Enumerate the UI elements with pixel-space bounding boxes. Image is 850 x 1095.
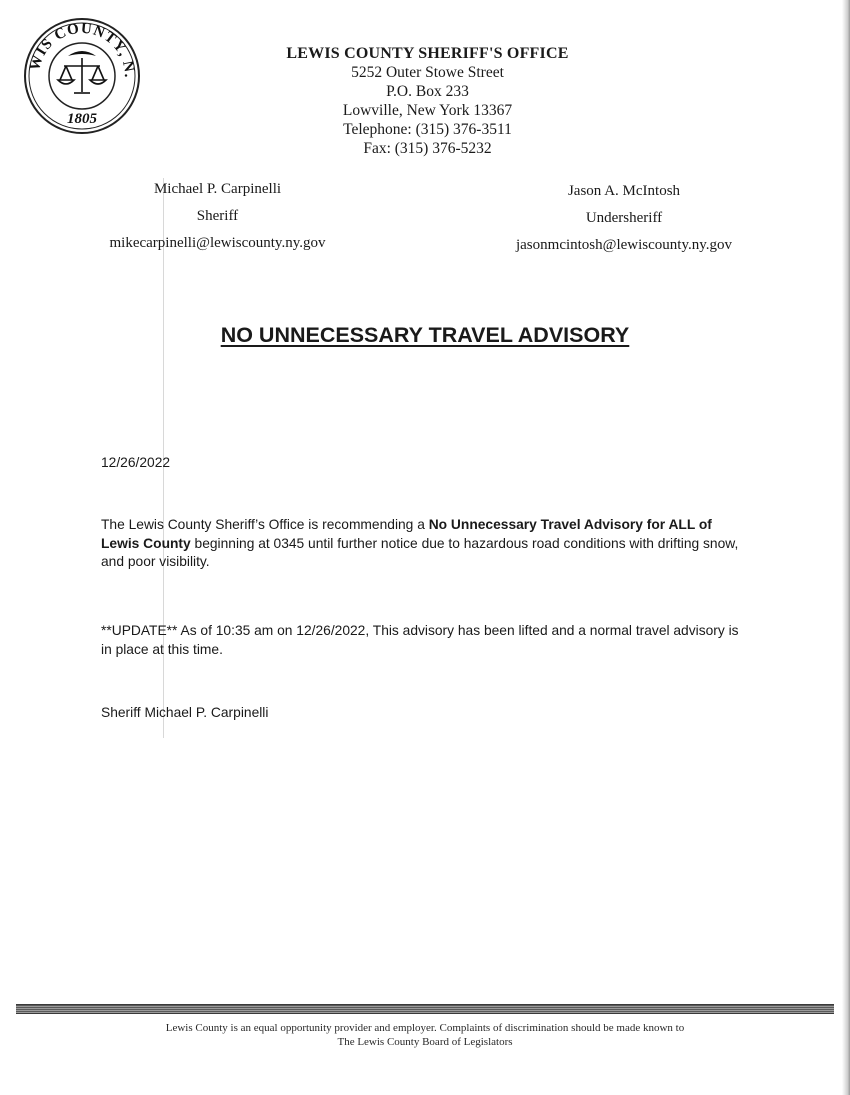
fax: Fax: (315) 376-5232 bbox=[363, 140, 492, 157]
footer-line-1: Lewis County is an equal opportunity provider and employer. Complaints of discrimination should be made known to bbox=[165, 1022, 685, 1034]
footer-notice bbox=[100, 1021, 750, 1049]
svg-text:LEWIS COUNTY, N.Y.: WIS COUNTY, N. bbox=[27, 20, 138, 79]
telephone: Telephone: (315) 376-3511 bbox=[343, 121, 512, 138]
scan-page-edge bbox=[842, 0, 850, 1095]
letterhead-address bbox=[250, 44, 605, 158]
advisory-text-bold: No Unnecessary Travel Advisory for ALL of Lewis County bbox=[101, 517, 712, 551]
street-address: 5252 Outer Stowe Street bbox=[351, 64, 504, 81]
advisory-text-start: The Lewis County Sheriff’s Office is recommending a bbox=[101, 517, 429, 532]
advisory-text-end: beginning at 0345 until further notice due to hazardous road conditions with drifting snow, and poor visibility. bbox=[101, 535, 739, 569]
sheriff-title: Sheriff bbox=[196, 208, 239, 224]
footer-line-2: The Lewis County Board of Legislators bbox=[337, 1036, 513, 1048]
city-state-zip: Lowville, New York 13367 bbox=[342, 102, 513, 119]
undersheriff-block bbox=[500, 178, 748, 259]
svg-text:1805: 1805 bbox=[67, 111, 97, 127]
footer-rule bbox=[16, 1004, 834, 1014]
sheriff-block bbox=[95, 176, 340, 257]
county-seal bbox=[22, 16, 142, 136]
sheriff-email: mikecarpinelli@lewiscounty.ny.gov bbox=[109, 235, 326, 251]
advisory-paragraph bbox=[101, 516, 751, 572]
update-paragraph: **UPDATE** As of 10:35 am on 12/26/2022, This advisory has been lifted and a normal travel advisory is in place at this time. bbox=[101, 623, 739, 657]
advisory-title: NO UNNECESSARY TRAVEL ADVISORY bbox=[220, 323, 630, 347]
signature: Sheriff Michael P. Carpinelli bbox=[101, 705, 269, 720]
po-box: P.O. Box 233 bbox=[386, 83, 469, 100]
undersheriff-email: jasonmcintosh@lewiscounty.ny.gov bbox=[515, 237, 732, 253]
sheriff-name: Michael P. Carpinelli bbox=[153, 181, 282, 197]
advisory-date: 12/26/2022 bbox=[101, 455, 171, 470]
office-name: LEWIS COUNTY SHERIFF'S OFFICE bbox=[286, 45, 569, 62]
undersheriff-title: Undersheriff bbox=[585, 210, 663, 226]
undersheriff-name: Jason A. McIntosh bbox=[567, 183, 681, 199]
